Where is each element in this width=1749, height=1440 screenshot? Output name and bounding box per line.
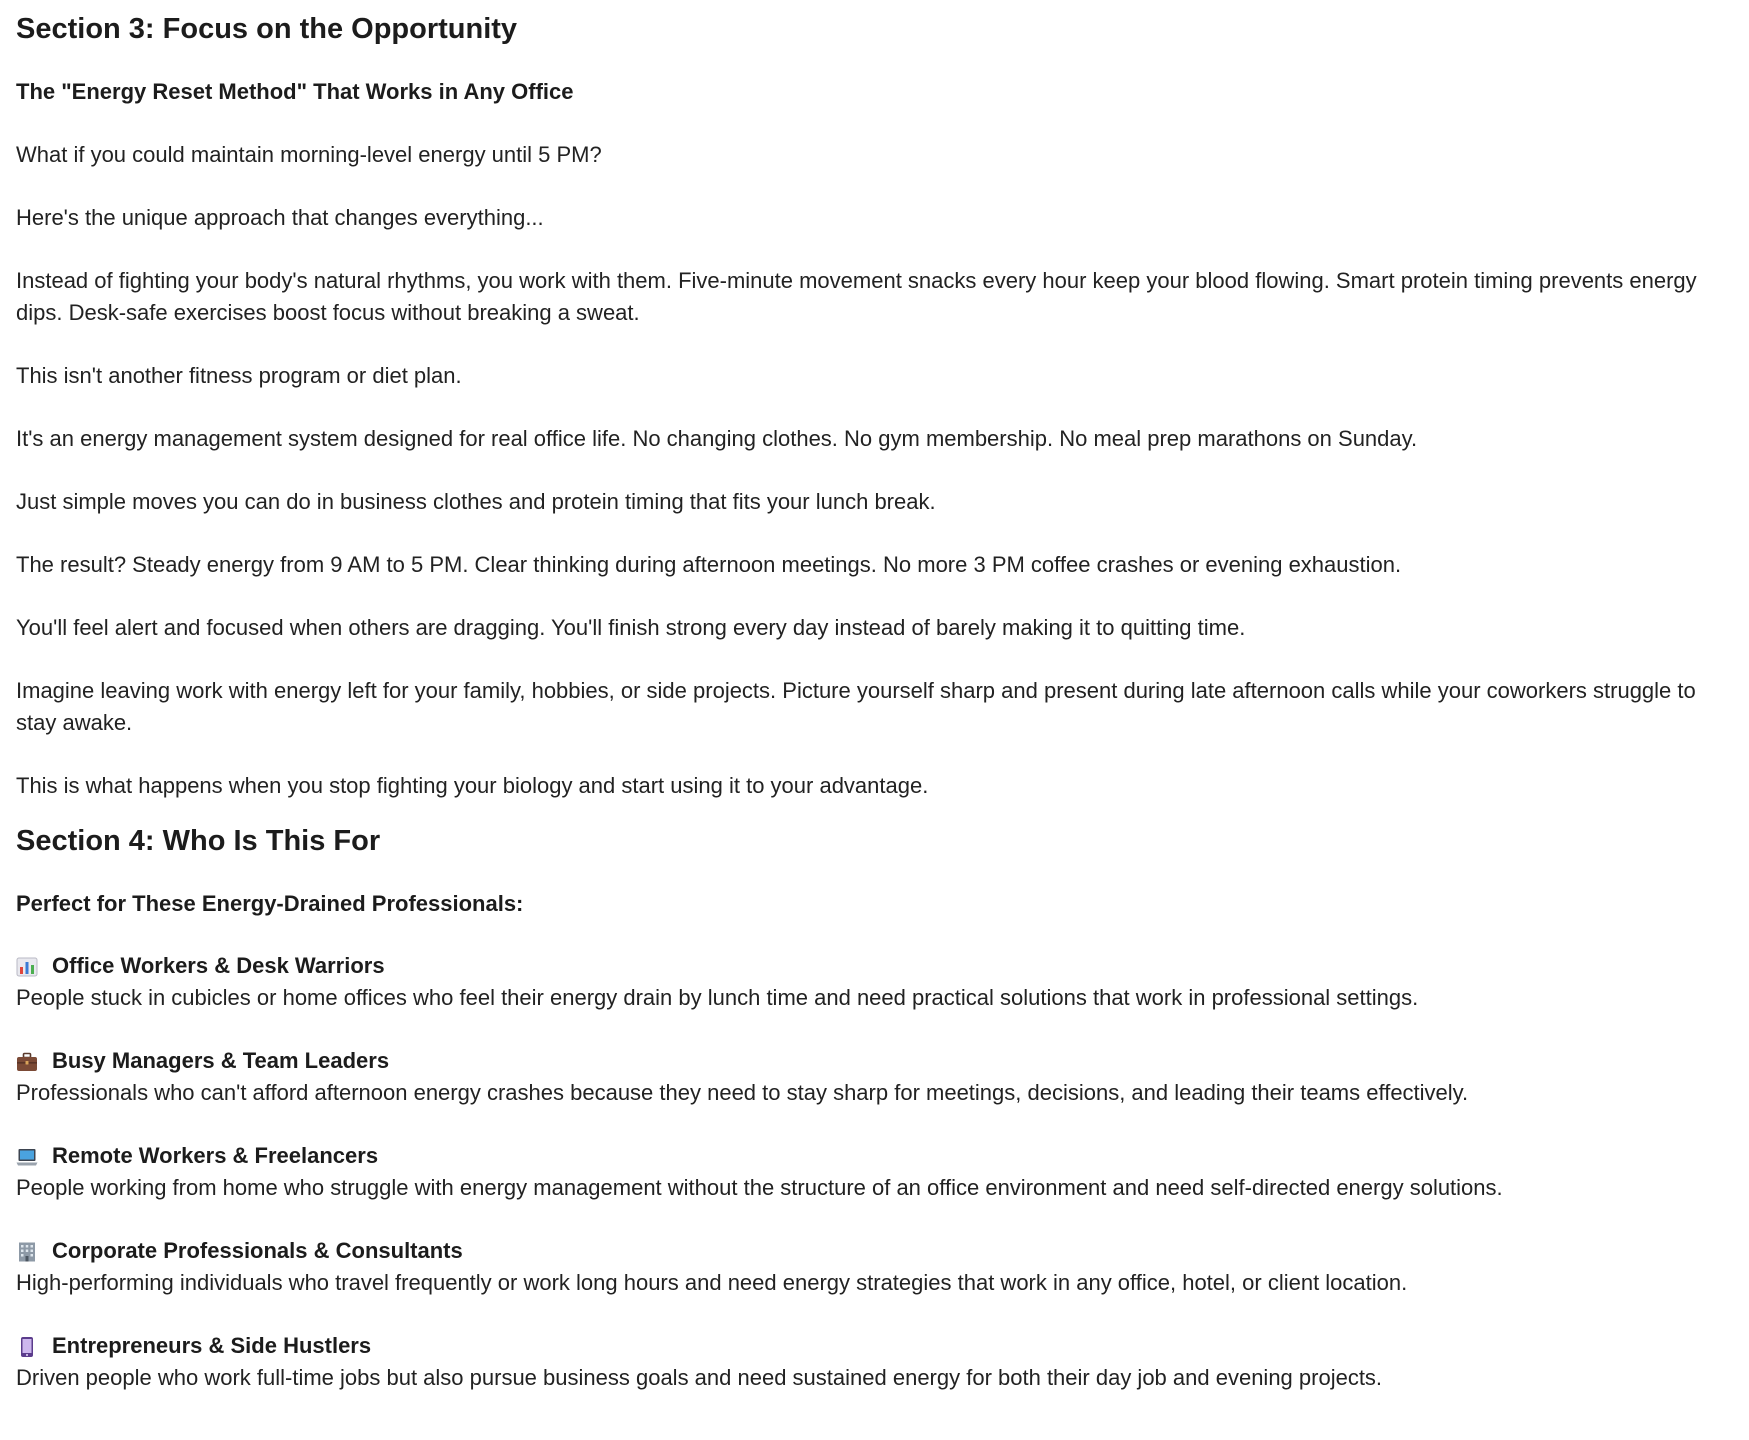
section-3-paragraph: What if you could maintain morning-level energy until 5 PM? (16, 142, 602, 167)
audience-item-description: People stuck in cubicles or home offices who feel their energy drain by lunch time and need practical solutions that work in professional settings. (16, 985, 1419, 1010)
section-3-paragraph: The result? Steady energy from 9 AM to 5 PM. Clear thinking during afternoon meetings. No more 3 PM coffee crashes or evening exhaustion. (16, 552, 1402, 577)
audience-item (16, 1330, 1736, 1394)
section-3-paragraph: Just simple moves you can do in business clothes and protein timing that fits your lunch break. (16, 489, 936, 514)
mobile-phone-icon (16, 1335, 38, 1357)
audience-item-description: People working from home who struggle with energy management without the structure of an office environment and need self-directed energy solutions. (16, 1175, 1503, 1200)
audience-item (16, 1235, 1736, 1299)
section-3-paragraph: It's an energy management system designed for real office life. No changing clothes. No gym membership. No meal prep marathons on Sunday. (16, 426, 1418, 451)
section-3-paragraph: This isn't another fitness program or diet plan. (16, 363, 462, 388)
audience-item-title: Entrepreneurs & Side Hustlers (52, 1333, 372, 1358)
audience-item-title: Remote Workers & Freelancers (52, 1143, 379, 1168)
document-page (16, 0, 1736, 1394)
laptop-icon (16, 1145, 38, 1167)
section-3-paragraph: You'll feel alert and focused when others are dragging. You'll finish strong every day instead of barely making it to quitting time. (16, 615, 1246, 640)
audience-item-description: Professionals who can't afford afternoon energy crashes because they need to stay sharp for meetings, decisions, and leading their teams effectively. (16, 1080, 1469, 1105)
section-3-title: Section 3: Focus on the Opportunity (16, 13, 518, 45)
section-4-title: Section 4: Who Is This For (16, 825, 381, 857)
section-4-subtitle: Perfect for These Energy-Drained Professionals: (16, 891, 524, 916)
audience-item (16, 950, 1736, 1014)
audience-item (16, 1140, 1736, 1204)
section-3-paragraph: Here's the unique approach that changes everything... (16, 205, 544, 230)
audience-item (16, 1045, 1736, 1109)
bar-chart-icon (16, 955, 38, 977)
office-building-icon (16, 1240, 38, 1262)
briefcase-icon (16, 1050, 38, 1072)
audience-item-description: High-performing individuals who travel frequently or work long hours and need energy strategies that work in any office, hotel, or client location. (16, 1270, 1408, 1295)
section-3-paragraph: Imagine leaving work with energy left for your family, hobbies, or side projects. Picture yourself sharp and present during late afternoon calls while your coworkers struggle to stay awake. (16, 678, 1696, 735)
audience-item-description: Driven people who work full-time jobs but also pursue business goals and need sustained energy for both their day job and evening projects. (16, 1365, 1383, 1390)
section-3-subtitle: The "Energy Reset Method" That Works in Any Office (16, 79, 574, 104)
section-3-paragraph: Instead of fighting your body's natural rhythms, you work with them. Five-minute movement snacks every hour keep your blood flowing. Smart protein timing prevents energy dips. Desk-safe exercises boost focus without breaking a sweat. (16, 268, 1697, 325)
audience-item-title: Corporate Professionals & Consultants (52, 1238, 463, 1263)
audience-item-title: Office Workers & Desk Warriors (52, 953, 385, 978)
audience-item-title: Busy Managers & Team Leaders (52, 1048, 390, 1073)
audience-list (16, 950, 1736, 1394)
section-3-paragraph: This is what happens when you stop fighting your biology and start using it to your advantage. (16, 773, 929, 798)
